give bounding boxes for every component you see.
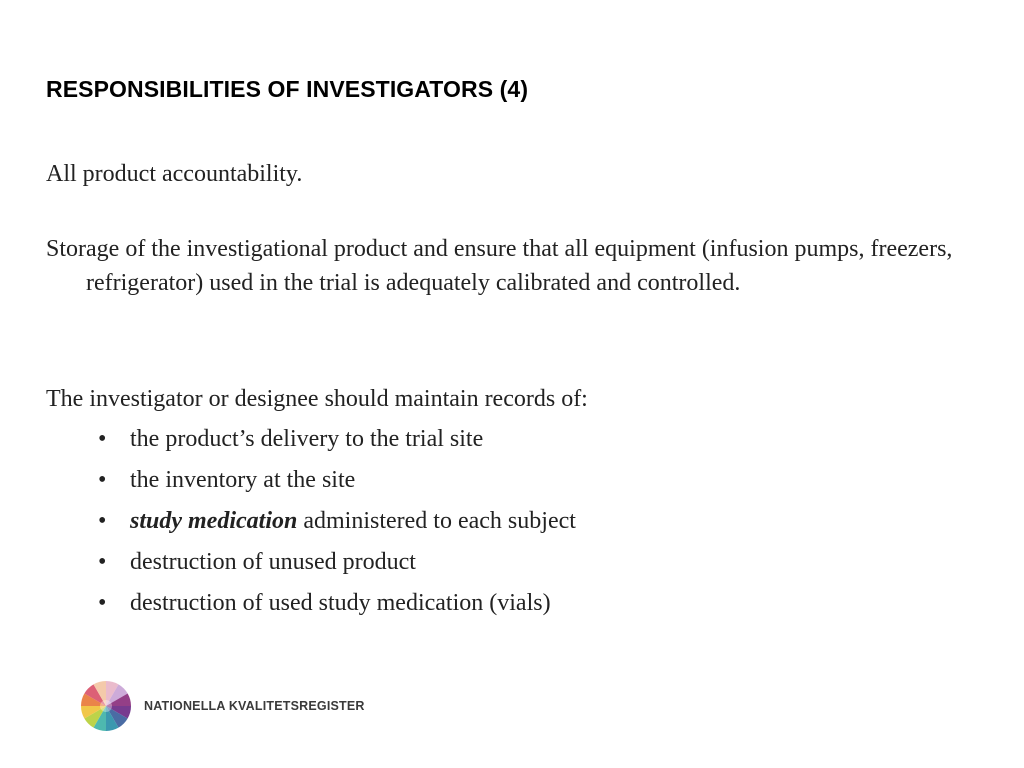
paragraph-storage: Storage of the investigational product and ensure that all equipment (infusion pumps, freezers, refrigerator) used in the trial is adequately calibrated and controlled. [46,236,953,296]
slide-title: RESPONSIBILITIES OF INVESTIGATORS (4) [46,76,529,102]
bullet-icon: • [98,467,107,493]
bullet-icon: • [98,590,107,616]
bullet-icon: • [98,508,107,534]
records-bullet-list [98,422,576,627]
paragraph-records-intro: The investigator or designee should maintain records of: [46,386,588,412]
list-item [98,422,576,463]
list-item-text: destruction of unused product [130,549,416,575]
list-item [98,504,576,545]
logo [80,680,365,732]
logo-wheel-center [100,700,112,712]
bullet-icon: • [98,426,107,452]
paragraph-product-accountability: All product accountability. [46,161,303,187]
list-item-text: administered to each subject [297,508,576,534]
list-item [98,586,576,627]
list-item [98,545,576,586]
list-item-text: the inventory at the site [130,467,356,493]
list-item-emphasis: study medication [130,508,298,534]
list-item-text: the product’s delivery to the trial site [130,426,484,452]
colour-wheel-logo-icon [80,680,132,732]
logo-text: NATIONELLA KVALITETSREGISTER [144,699,365,713]
list-item [98,463,576,504]
list-item-text: destruction of used study medication (vials) [130,590,551,616]
bullet-icon: • [98,549,107,575]
